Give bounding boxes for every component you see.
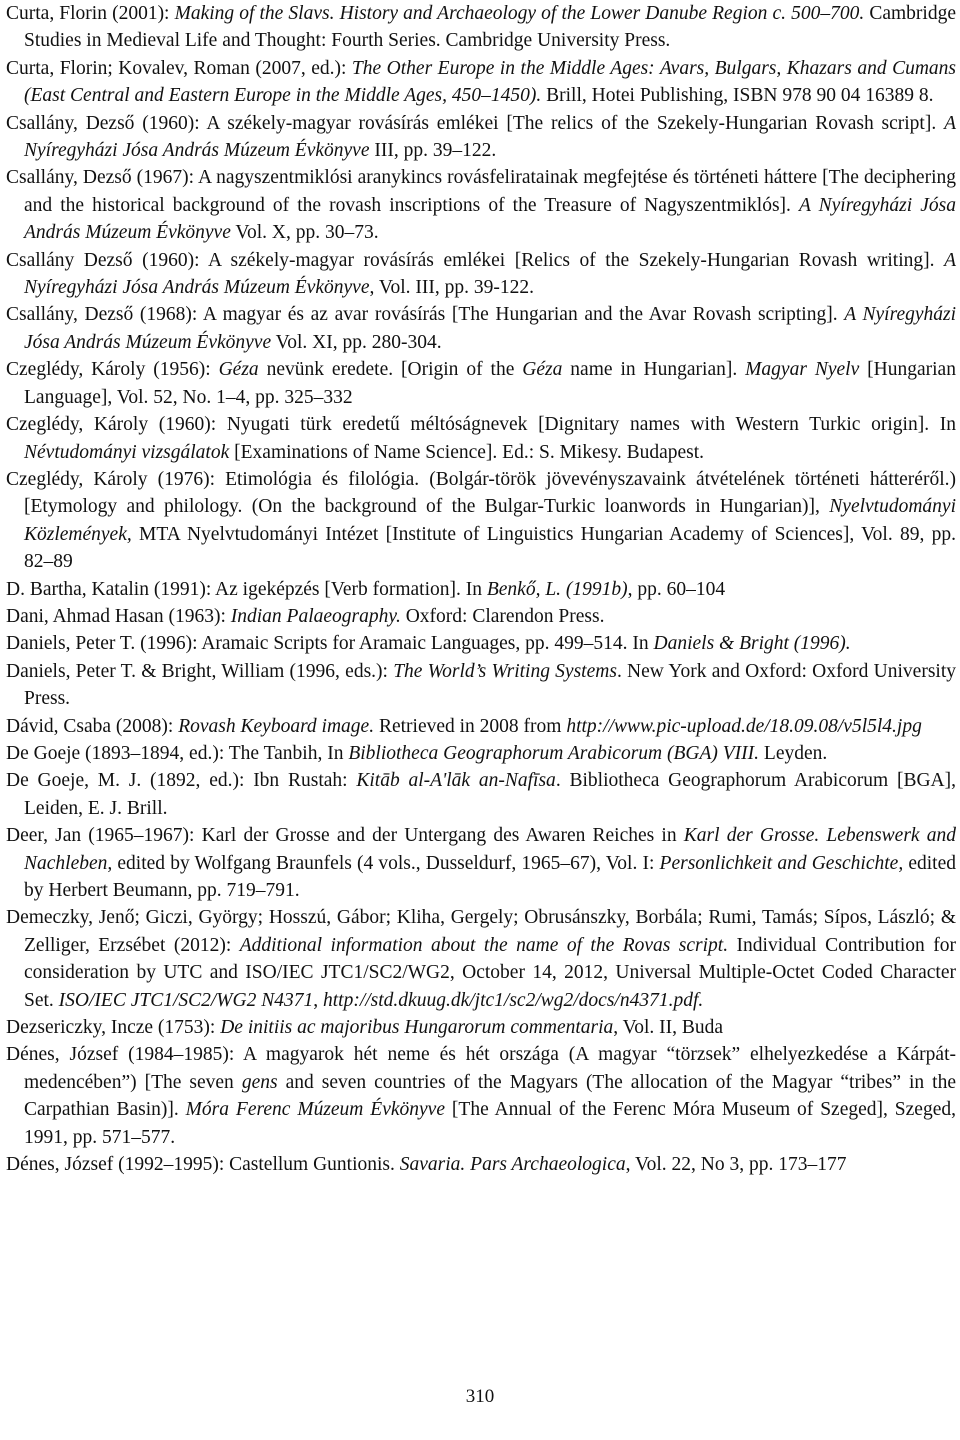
reference-text: . New York and Oxford: Oxford University Press. [24, 660, 956, 710]
reference-italic-text: Kitāb al-A'lāk an-Nafīsa [356, 770, 556, 792]
reference-text: Czeglédy, Károly (1960): Nyugati türk eredetű méltóságnevek [Dignitary names with Western Turkic origin]. In [6, 414, 956, 436]
reference-text: Demeczky, Jenő; Giczi, György; Hosszú, Gábor; Kliha, Gergely; Obrusánszky, Borbála; Rumi, Tamás; Sípos, László; & Zelliger, Erzsébet (2012): [6, 907, 956, 956]
reference-text: edited by Wolfgang Braunfels (4 vols., Dusseldurf, 1965–67), Vol. I: [112, 852, 660, 874]
reference-italic-text: Savaria. Pars Archaeologica [399, 1154, 626, 1176]
reference-entry [6, 55, 956, 110]
reference-entry [6, 164, 956, 246]
reference-italic-text: De initiis ac majoribus Hungarorum commentaria [220, 1017, 614, 1039]
reference-entry [6, 904, 956, 1014]
reference-text: [Hungarian Language], Vol. 52, No. 1–4, pp. 325–332 [24, 359, 956, 408]
reference-text: Oxford: Clarendon Press. [400, 605, 605, 627]
reference-italic-text: ISO/IEC JTC1/SC2/WG2 N4371 [58, 989, 314, 1011]
reference-text: III, pp. 39–122. [369, 140, 497, 162]
reference-italic-text: http://www.pic-upload.de/18.09.08/v5l5l4.jpg [566, 715, 922, 737]
reference-italic-text: A Nyíregyházi Jósa András Múzeum Évkönyve [24, 249, 956, 299]
bibliography-page [6, 0, 956, 1178]
page-number: 310 [465, 1386, 495, 1407]
reference-text: Vol. X, pp. 30–73. [230, 222, 379, 244]
reference-text: . Bibliotheca Geographorum Arabicorum [BGA], Leiden, E. J. Brill. [24, 770, 956, 819]
reference-italic-text: Géza [522, 359, 563, 381]
reference-text: Cambridge Studies in Medieval Life and Thought: Fourth Series. Cambridge University Press. [24, 3, 956, 52]
reference-text: and seven countries of the Magyars (The allocation of the Magyar “tribes” in the Carpathian Basin)]. [24, 1071, 956, 1121]
reference-entry [6, 1151, 956, 1178]
reference-entry [6, 466, 956, 576]
reference-italic-text: The Other Europe in the Middle Ages: Avars, Bulgars, Khazars and Cumans (East Central and Eastern Europe in the Middle Ages, 450–1450). [24, 57, 957, 107]
reference-entry [6, 713, 956, 740]
reference-italic-text: A Nyíregyházi Jósa András Múzeum Évkönyve [24, 112, 956, 162]
reference-text: Dani, Ahmad Hasan (1963): [6, 605, 231, 627]
reference-italic-text: A Nyíregyházi Jósa András Múzeum Évkönyve [24, 304, 957, 353]
reference-italic-text: Personlichkeit and Geschichte, [659, 852, 904, 874]
reference-text: Daniels, Peter T. & Bright, William (1996, eds.): [6, 660, 394, 682]
reference-entry [6, 822, 956, 904]
reference-italic-text: http://std.dkuug.dk/jtc1/sc2/wg2/docs/n4371.pdf. [323, 989, 704, 1011]
reference-italic-text: Móra Ferenc Múzeum Évkönyve [185, 1099, 445, 1121]
reference-text: , pp. 60–104 [627, 578, 726, 600]
reference-text: edited by Herbert Beumann, pp. 719–791. [24, 852, 957, 901]
reference-text: MTA Nyelvtudományi Intézet [Institute of Linguistics Hungarian Academy of Sciences], Vol. 89, pp. 82–89 [24, 523, 956, 573]
reference-entry [6, 301, 956, 356]
reference-italic-text: Nyelvtudományi Közlemények, [24, 496, 956, 545]
reference-entry [6, 1041, 956, 1151]
reference-entry [6, 658, 956, 713]
reference-italic-text: Géza [218, 359, 259, 381]
reference-entry [6, 0, 956, 55]
reference-text: Individual Contribution for consideration by UTC and ISO/IEC JTC1/SC2/WG2, October 14, 2012, Universal Multiple-Octet Coded Character Set. [24, 934, 956, 1011]
reference-italic-text: Karl der Grosse. Lebenswerk and Nachleben, [24, 825, 956, 874]
reference-text: De Goeje, M. J. (1892, ed.): Ibn Rustah: [6, 770, 357, 792]
reference-text: [The Annual of the Ferenc Móra Museum of Szeged], Szeged, 1991, pp. 571–577. [24, 1099, 956, 1148]
reference-text: Leyden. [759, 742, 828, 764]
reference-entry [6, 247, 956, 302]
reference-italic-text: Making of the Slavs. History and Archaeology of the Lower Danube Region c. 500–700. [174, 3, 865, 24]
reference-text: Csallány, Dezső (1967): A nagyszentmiklósi aranykincs rovásfeliratainak megfejtése és történeti háttere [The deciphering and the historical background of the rovash inscriptions of the Treasure of Nagyszentmiklós]. [6, 167, 956, 216]
reference-text: Csallány, Dezső (1968): A magyar és az avar rovásírás [The Hungarian and the Avar Rovash scripting]. [6, 304, 845, 326]
reference-text: Deer, Jan (1965–1967): Karl der Grosse and der Untergang des Awaren Reiches in [6, 825, 684, 847]
reference-text: De Goeje (1893–1894, ed.): The Tanbih, In [6, 742, 349, 764]
reference-text: Brill, Hotei Publishing, ISBN 978 90 04 16389 8. [541, 85, 934, 107]
reference-italic-text: Indian Palaeography. [230, 605, 401, 627]
reference-text: Czeglédy, Károly (1956): [6, 359, 219, 381]
reference-text: name in Hungarian]. [562, 359, 746, 381]
reference-entry [6, 576, 956, 603]
reference-italic-text: Magyar Nyelv [745, 359, 860, 381]
reference-text: , Vol. III, pp. 39-122. [369, 277, 534, 299]
reference-text: , Vol. 22, No 3, pp. 173–177 [625, 1154, 847, 1176]
reference-text: [Examinations of Name Science]. Ed.: S. Mikesy. Budapest. [229, 441, 705, 463]
reference-text: Csallány Dezső (1960): A székely-magyar rovásírás emlékei [Relics of the Szekely-Hungarian Rovash writing]. [6, 249, 945, 271]
reference-entry [6, 411, 956, 466]
reference-text: Dávid, Csaba (2008): [6, 715, 179, 737]
reference-italic-text: Névtudományi vizsgálatok [24, 441, 230, 463]
reference-text: , Vol. II, Buda [613, 1017, 724, 1039]
reference-text: Dénes, József (1984–1985): A magyarok hét neme és hét országa (A magyar “törzsek” elhelyezkedése a Kárpát-medencében”) [The seven [6, 1044, 956, 1093]
reference-text: Curta, Florin (2001): [6, 3, 175, 24]
reference-text: Csallány, Dezső (1960): A székely-magyar rovásírás emlékei [The relics of the Szekely-Hungarian Rovash script]. [6, 112, 945, 134]
reference-text: Retrieved in 2008 from [374, 715, 567, 737]
reference-entry [6, 110, 956, 165]
reference-entry [6, 1014, 956, 1041]
reference-entry [6, 603, 956, 630]
reference-italic-text: gens [241, 1071, 278, 1093]
reference-text: Curta, Florin; Kovalev, Roman (2007, ed.): [6, 57, 352, 79]
reference-entry [6, 630, 956, 657]
reference-text: Dezsericzky, Incze (1753): [6, 1017, 221, 1039]
reference-text: Daniels, Peter T. (1996): Aramaic Scripts for Aramaic Languages, pp. 499–514. In [6, 633, 654, 655]
reference-entry [6, 740, 956, 767]
reference-text: Czeglédy, Károly (1976): Etimológia és filológia. (Bolgár-török jövevényszavaink átvételének történeti hátteréről.) [Etymology and philology. (On the background of the Bulgar-Turkic loanwords in Hungarian)], [6, 468, 956, 518]
reference-italic-text: Bibliotheca Geographorum Arabicorum (BGA) VIII. [348, 742, 760, 764]
reference-entry [6, 767, 956, 822]
reference-text: Dénes, József (1992–1995): Castellum Guntionis. [6, 1154, 400, 1176]
reference-italic-text: Rovash Keyboard image. [178, 715, 375, 737]
reference-text: , [313, 989, 324, 1011]
reference-italic-text: Additional information about the name of the Rovas script. [239, 934, 729, 956]
reference-text: nevünk eredete. [Origin of the [258, 359, 523, 381]
reference-entry [6, 356, 956, 411]
reference-text: D. Bartha, Katalin (1991): Az igeképzés [Verb formation]. In [6, 578, 487, 600]
reference-italic-text: Benkő, L. (1991b) [486, 578, 628, 600]
reference-list [6, 0, 956, 1178]
reference-italic-text: Daniels & Bright (1996). [653, 633, 851, 655]
reference-text: Vol. XI, pp. 280-304. [271, 331, 442, 353]
reference-italic-text: The World’s Writing Systems [393, 660, 617, 682]
reference-italic-text: A Nyíregyházi Jósa András Múzeum Évkönyve [24, 194, 956, 244]
